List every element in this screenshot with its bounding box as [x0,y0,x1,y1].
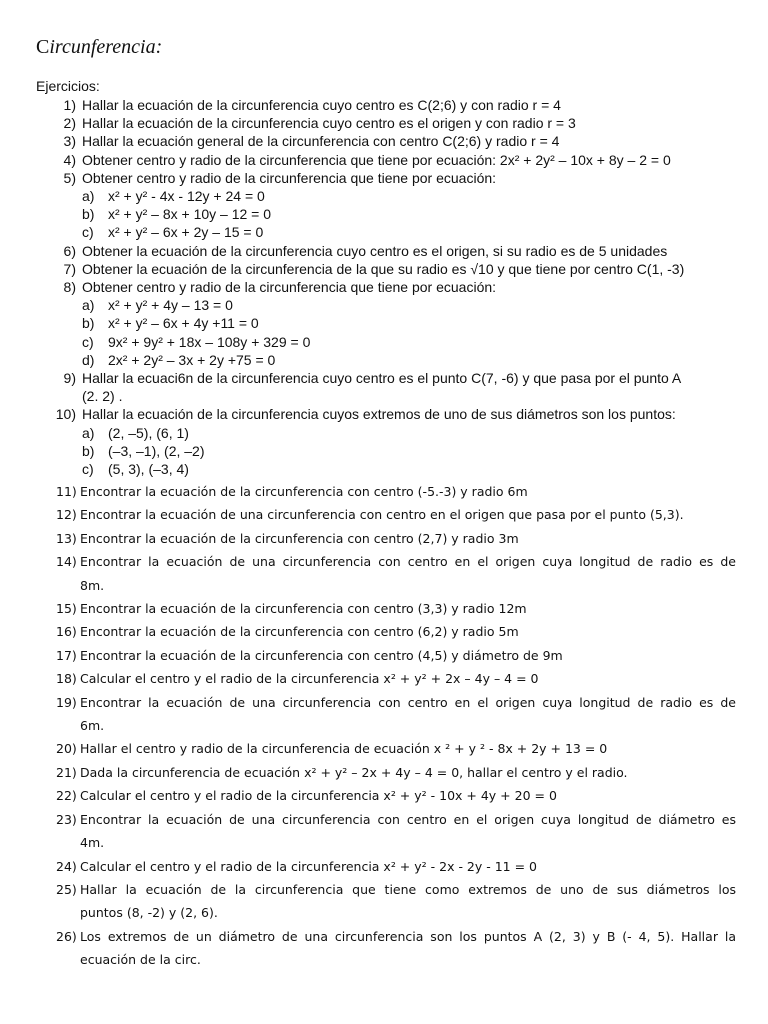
exercise-text: Obtener la ecuación de la circunferencia cuyo centro es el origen, si su radio es de 5 unidades [82,242,668,259]
exercise-number: 17) [56,647,77,663]
exercise-text: Hallar la ecuación de la circunferencia cuyo centro es C(2;6) y con radio r = 4 [82,97,561,113]
exercise-text: 8m. [80,577,105,593]
exercise-item [56,644,736,667]
exercise-number: 23) [56,811,77,827]
exercise-item [56,597,736,620]
exercise-text: Calcular el centro y el radio de la circunferencia x² + y² - 10x + 4y + 20 = 0 [80,788,557,804]
exercise-subitem [36,187,736,205]
exercise-number: 8) [63,279,76,296]
exercise-text: Obtener la ecuación de la circunferencia de la que su radio es √10 y que tiene por centro C(1, -3) [82,260,685,277]
exercise-text: Obtener centro y radio de la circunferencia que tiene por ecuación: [82,169,497,186]
exercise-number: 15) [56,601,77,617]
exercise-item [56,808,736,831]
exercise-item [36,260,736,278]
exercise-item [56,737,736,760]
exercise-item [56,878,736,901]
exercise-text: (5, 3), (–3, 4) [108,461,189,478]
exercise-item [56,550,736,573]
exercise-text: (2, –5), (6, 1) [108,424,189,441]
exercise-continuation [56,831,736,854]
exercise-number: 1) [63,97,76,113]
exercise-continuation [56,714,736,737]
exercise-number: b) [82,206,95,223]
exercise-number: 19) [56,694,77,710]
exercise-item [36,278,736,296]
exercise-subitem [36,296,736,314]
exercise-text: (2. 2) . [82,388,123,405]
exercise-text: Calcular el centro y el radio de la circunferencia x² + y² + 2x – 4y – 4 = 0 [80,671,539,687]
exercise-text: Obtener centro y radio de la circunferencia que tiene por ecuación: [82,279,497,296]
exercise-subitem [36,424,736,442]
exercise-number: 5) [63,169,76,186]
page-title [36,36,162,59]
exercise-text: Los extremos de un diámetro de una circunferencia son los puntos A (2, 3) y B (- 4, 5). Hallar la [80,928,736,944]
exercise-continuation [56,901,736,924]
exercise-number: 20) [56,741,77,757]
exercise-text: Hallar la ecuaci6n de la circunferencia cuyo centro es el punto C(7, -6) y que pasa por el punto A [82,370,682,387]
exercise-item [36,114,736,132]
exercise-number: 14) [56,554,77,570]
exercise-number: c) [82,224,94,241]
exercise-number: 22) [56,788,77,804]
exercise-subitem [36,442,736,460]
exercise-number: c) [82,461,94,478]
exercise-number: 7) [63,260,76,277]
exercise-number: a) [82,188,95,205]
exercise-text: Encontrar la ecuación de una circunferencia con centro en el origen cuya longitud de radio es de [80,694,736,710]
section-heading: Ejercicios: [36,78,100,94]
exercise-text: 6m. [80,718,105,734]
exercise-text: Obtener centro y radio de la circunferencia que tiene por ecuación: 2x² + 2y² – 10x + 8y – 2 = 0 [82,151,671,168]
exercise-item [56,925,736,948]
exercise-text: Encontrar la ecuación de la circunferencia con centro (3,3) y radio 12m [80,601,527,617]
exercise-item [36,405,736,423]
exercise-text: Encontrar la ecuación de la circunferencia con centro (6,2) y radio 5m [80,624,519,640]
exercise-text: 2x² + 2y² – 3x + 2y +75 = 0 [108,351,276,368]
exercise-subitem [36,460,736,478]
exercise-subitem [36,351,736,369]
exercise-text: x² + y² – 6x + 2y – 15 = 0 [108,224,264,241]
exercise-text: Hallar la ecuación de la circunferencia cuyo centro es el origen y con radio r = 3 [82,115,576,132]
exercise-item [56,527,736,550]
exercise-item [56,667,736,690]
exercise-number: 9) [63,370,76,387]
exercise-item [56,784,736,807]
exercise-number: c) [82,333,94,350]
exercise-text: Encontrar la ecuación de una circunferencia con centro en el origen que pasa por el punto (5,3). [80,507,684,523]
exercise-number: 16) [56,624,77,640]
exercise-text: 9x² + 9y² + 18x – 108y + 329 = 0 [108,333,311,350]
exercise-number: 26) [56,928,77,944]
exercise-item [36,369,736,387]
exercise-item [36,169,736,187]
exercise-item [56,480,736,503]
exercise-text: x² + y² - 4x - 12y + 24 = 0 [108,188,265,205]
exercise-continuation [56,948,736,971]
exercise-item [56,503,736,526]
exercise-item [56,855,736,878]
exercise-text: x² + y² – 6x + 4y +11 = 0 [108,315,259,332]
exercise-subitem [36,223,736,241]
exercise-number: 21) [56,764,77,780]
exercise-continuation [36,387,736,405]
exercise-item [56,691,736,714]
exercise-text: ecuación de la circ. [80,952,201,968]
exercise-item [56,761,736,784]
exercise-item [56,620,736,643]
exercise-text: 4m. [80,835,105,851]
exercise-text: Encontrar la ecuación de la circunferencia con centro (4,5) y diámetro de 9m [80,647,563,663]
exercise-number: 25) [56,881,77,897]
exercise-number: b) [82,315,95,332]
exercise-text: Encontrar la ecuación de una circunferencia con centro en el origen cuya longitud de radio es de [80,554,736,570]
exercise-text: Hallar la ecuación de la circunferencia que tiene como extremos de uno de sus diámetros los [80,881,736,897]
exercise-text: Calcular el centro y el radio de la circunferencia x² + y² - 2x - 2y - 11 = 0 [80,858,538,874]
exercise-number: d) [82,351,95,368]
exercise-subitem [36,314,736,332]
exercise-number: a) [82,424,95,441]
exercise-number: 4) [63,151,76,168]
exercise-text: Hallar la ecuación general de la circunferencia con centro C(2;6) y radio r = 4 [82,133,560,150]
exercise-item [36,96,736,114]
exercise-number: 13) [56,530,77,546]
exercise-text: Encontrar la ecuación de la circunferencia con centro (-5.-3) y radio 6m [80,484,528,499]
exercise-text: (–3, –1), (2, –2) [108,442,205,459]
title-initial: C [36,36,50,58]
exercise-text: x² + y² – 8x + 10y – 12 = 0 [108,206,272,223]
exercise-number: 18) [56,671,77,687]
exercise-text: Hallar la ecuación de la circunferencia cuyos extremos de uno de sus diámetros son los puntos: [82,406,676,423]
exercise-number: 3) [63,133,76,150]
title-rest: ircunferencia: [49,36,163,58]
exercise-text: x² + y² + 4y – 13 = 0 [108,297,233,314]
exercise-number: b) [82,442,95,459]
exercise-number: 6) [63,242,76,259]
exercise-item [36,151,736,169]
exercise-number: 10) [55,406,76,423]
exercise-number: 2) [63,115,76,132]
exercise-list-part-1 [36,96,736,478]
exercise-text: Dada la circunferencia de ecuación x² + y² – 2x + 4y – 4 = 0, hallar el centro y el radio. [80,764,628,780]
exercise-text: puntos (8, -2) y (2, 6). [80,905,218,921]
exercise-continuation [56,574,736,597]
exercise-item [36,132,736,150]
exercise-list-part-2 [56,480,736,972]
exercise-subitem [36,205,736,223]
exercise-subitem [36,333,736,351]
exercise-number: 12) [56,507,77,523]
exercise-text: Hallar el centro y radio de la circunferencia de ecuación x ² + y ² - 8x + 2y + 13 = 0 [80,741,608,757]
exercise-number: 11) [56,484,77,499]
exercise-number: 24) [56,858,77,874]
exercise-item [36,242,736,260]
exercise-text: Encontrar la ecuación de la circunferencia con centro (2,7) y radio 3m [80,530,519,546]
exercise-number: a) [82,297,95,314]
exercise-text: Encontrar la ecuación de una circunferencia con centro en el origen cuya longitud de diámetro es [80,811,736,827]
